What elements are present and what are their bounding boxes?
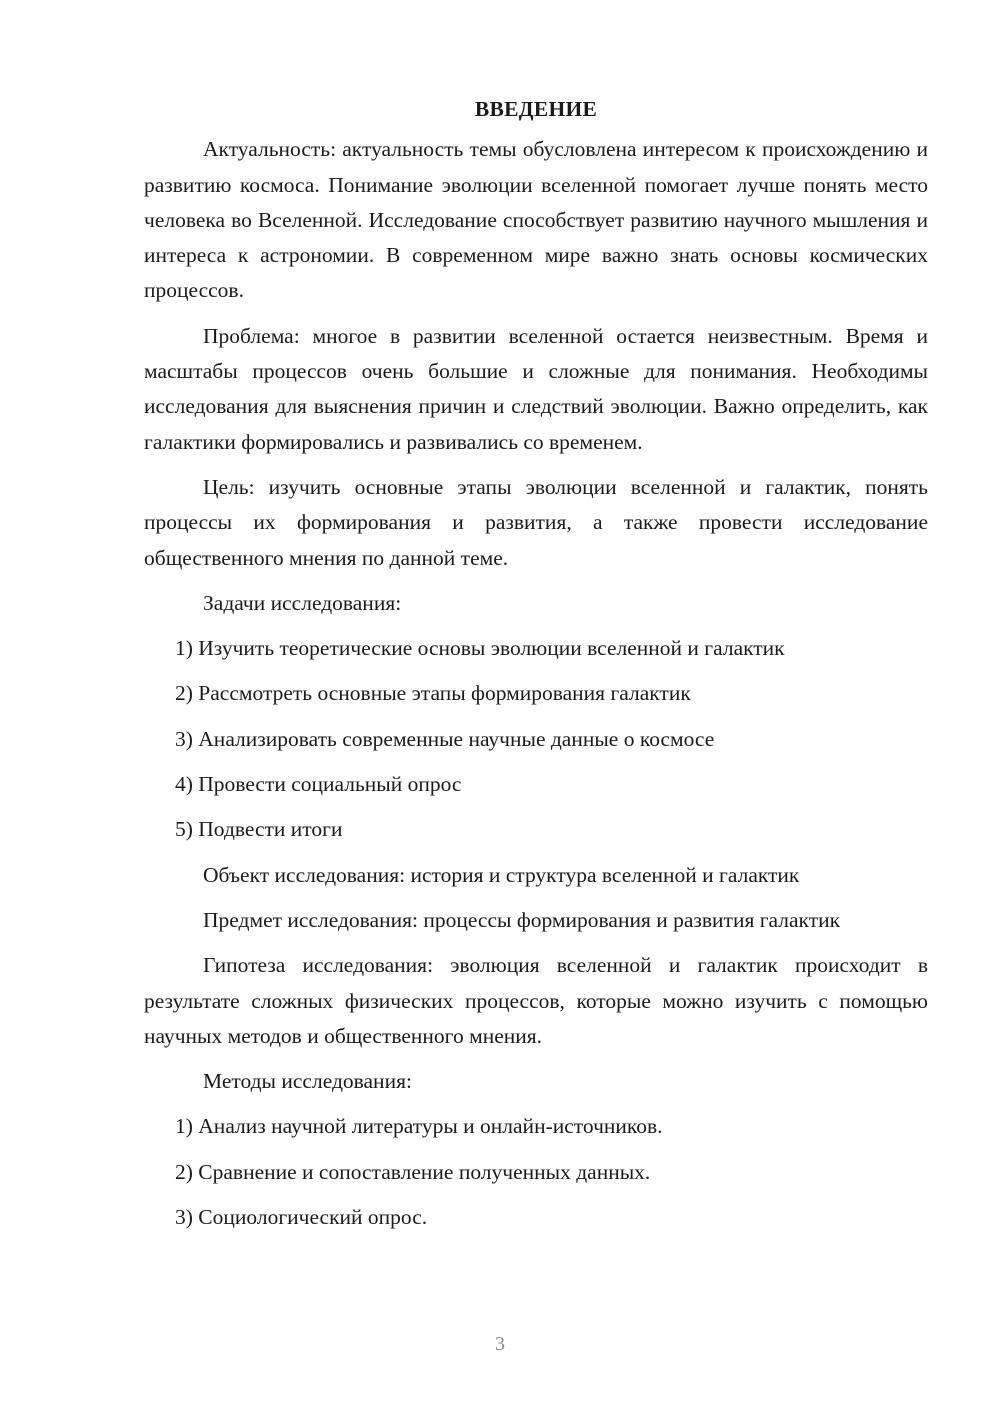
task-item-3: 3) Анализировать современные научные данные о космосе <box>175 726 715 751</box>
task-item-2: 2) Рассмотреть основные этапы формирования галактик <box>175 681 691 706</box>
problem-paragraph: Проблема: многое в развитии вселенной остается неизвестным. Время и масштабы процессов очень большие и сложные для понимания. Необходимы исследования для выяснения причин и следствий эволюции. Важно определить, как галактики формировались и развивались со временем. <box>144 323 928 454</box>
document-page <box>144 92 928 1245</box>
task-item-4: 4) Провести социальный опрос <box>175 772 462 797</box>
goal-paragraph: Цель: изучить основные этапы эволюции вселенной и галактик, понять процессы их формирования и развития, а также провести исследование общественного мнения по данной теме. <box>144 474 928 570</box>
page-number: 3 <box>495 1333 505 1355</box>
tasks-label: Задачи исследования: <box>203 590 402 615</box>
method-item-2: 2) Сравнение и сопоставление полученных данных. <box>175 1159 651 1184</box>
section-title: ВВЕДЕНИЕ <box>474 97 598 121</box>
hypothesis-paragraph: Гипотеза исследования: эволюция вселенной и галактик происходит в результате сложных физических процессов, которые можно изучить с помощью научных методов и общественного мнения. <box>144 953 928 1048</box>
task-item-1: 1) Изучить теоретические основы эволюции вселенной и галактик <box>175 636 785 661</box>
object-paragraph: Объект исследования: история и структура вселенной и галактик <box>203 862 800 887</box>
methods-label: Методы исследования: <box>203 1069 412 1094</box>
methods-list <box>144 1109 928 1235</box>
method-item-1: 1) Анализ научной литературы и онлайн-источников. <box>175 1114 663 1139</box>
method-item-3: 3) Социологический опрос. <box>175 1205 428 1230</box>
tasks-list <box>144 631 928 847</box>
subject-paragraph: Предмет исследования: процессы формирования и развития галактик <box>203 907 841 932</box>
relevance-paragraph: Актуальность: актуальность темы обусловлена интересом к происхождению и развитию космоса. Понимание эволюции вселенной помогает лучше понять место человека во Вселенной. Исследование способствует развитию научного мышления и интереса к астрономии. В современном мире важно знать основы космических процессов. <box>144 137 928 303</box>
task-item-5: 5) Подвести итоги <box>175 817 343 842</box>
